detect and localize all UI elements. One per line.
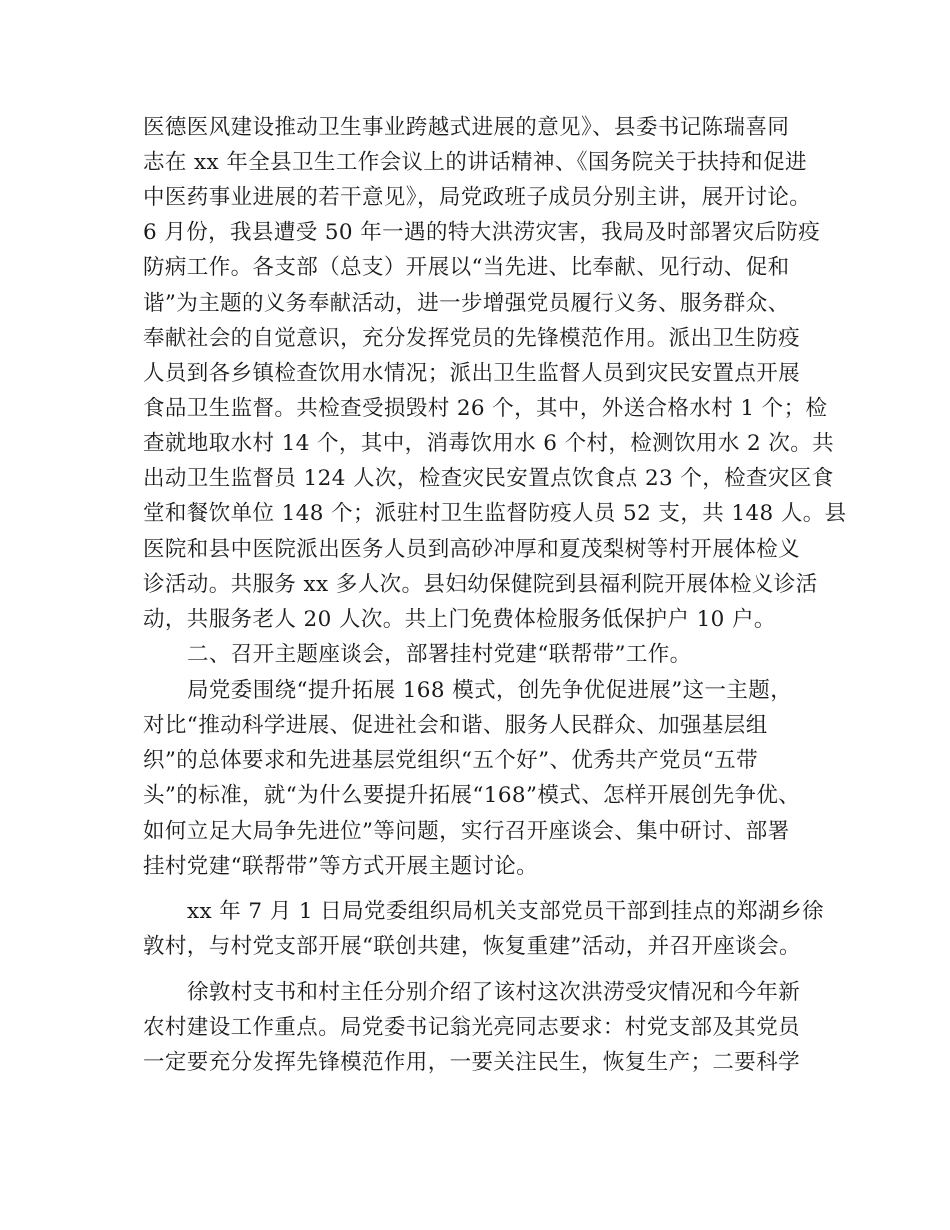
text-line: 查就地取水村 14 个，其中，消毒饮用水 6 个村，检测饮用水 2 次。共 — [143, 431, 835, 456]
text-line: 食品卫生监督。共检查受损毁村 26 个，其中，外送合格水村 1 个；检 — [143, 396, 828, 421]
text-line: 防病工作。各支部（总支）开展以“当先进、比奉献、见行动、促和 — [143, 255, 790, 280]
text-line: 堂和餐饮单位 148 个；派驻村卫生监督防疫人员 52 支，共 148 人。县 — [143, 501, 847, 526]
section-heading: 二、召开主题座谈会，部署挂村党建“联帮带”工作。 — [187, 642, 692, 667]
text-line: 如何立足大局争先进位”等问题，实行召开座谈会、集中研讨、部署 — [143, 819, 790, 844]
text-line: 对比“推动科学进展、促进社会和谐、服务人民群众、加强基层组 — [143, 713, 768, 738]
text-line: 志在 xx 年全县卫生工作会议上的讲话精神、《国务院关于扶持和促进 — [143, 150, 807, 175]
text-line: 医德医风建设推动卫生事业跨越式进展的意见》、县委书记陈瑞喜同 — [143, 115, 790, 140]
text-line: 一定要充分发挥先锋模范作用，一要关注民生，恢复生产；二要科学 — [143, 1050, 801, 1075]
text-line: 敦村，与村党支部开展“联创共建，恢复重建”活动，并召开座谈会。 — [143, 934, 801, 959]
text-line: 人员到各乡镇检查饮用水情况；派出卫生监督人员到灾民安置点开展 — [143, 361, 801, 386]
text-line: 诊活动。共服务 xx 多人次。县妇幼保健院到县福利院开展体检义诊活 — [143, 572, 818, 597]
text-line: 奉献社会的自觉意识，充分发挥党员的先锋模范作用。派出卫生防疫 — [143, 326, 801, 351]
text-line: 织”的总体要求和先进基层党组织“五个好”、优秀共产党员“五带 — [143, 748, 758, 773]
text-line: 出动卫生监督员 124 人次，检查灾民安置点饮食点 23 个，检查灾区食 — [143, 466, 834, 491]
text-line: 头”的标准，就“为什么要提升拓展“168”模式、怎样开展创先争优、 — [143, 783, 801, 808]
text-line: 挂村党建“联帮带”等方式开展主题讨论。 — [143, 854, 539, 879]
text-line: 农村建设工作重点。局党委书记翁光亮同志要求：村党支部及其党员 — [143, 1015, 801, 1040]
paragraph-first-line: 徐敦村支书和村主任分别介绍了该村这次洪涝受灾情况和今年新 — [187, 980, 801, 1005]
text-line: 谐”为主题的义务奉献活动，进一步增强党员履行义务、服务群众、 — [143, 291, 790, 316]
text-line: 中医药事业进展的若干意见》，局党政班子成员分别主讲，展开讨论。 — [143, 185, 812, 210]
paragraph-first-line: 局党委围绕“提升拓展 168 模式，创先争优促进展”这一主题， — [187, 678, 793, 703]
text-line: 6 月份，我县遭受 50 年一遇的特大洪涝灾害，我局及时部署灾后防疫 — [143, 220, 821, 245]
text-line: 医院和县中医院派出医务人员到高砂冲厚和夏茂梨树等村开展体检义 — [143, 537, 801, 562]
paragraph-first-line: xx 年 7 月 1 日局党委组织局机关支部党员干部到挂点的郑湖乡徐 — [187, 899, 824, 924]
text-line: 动，共服务老人 20 人次。共上门免费体检服务低保护户 10 户。 — [143, 607, 776, 632]
